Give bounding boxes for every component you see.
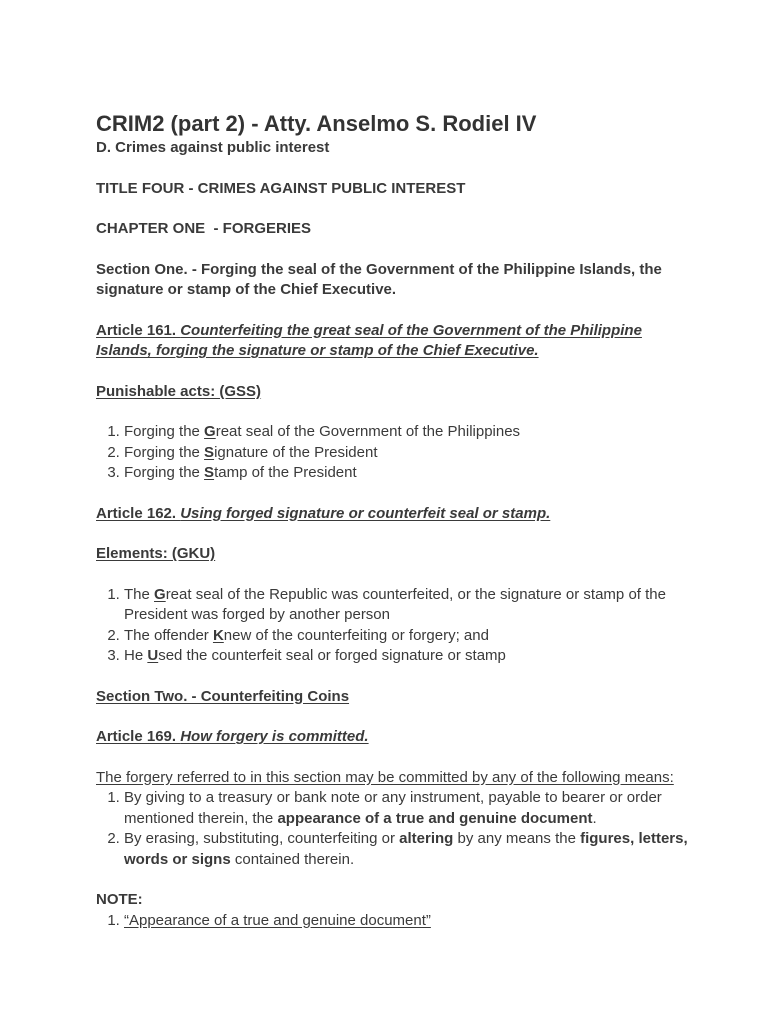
article-162-label: Article 162. [96, 504, 181, 522]
list-item: 1. By giving to a treasury or bank note or any instrument, payable to bearer or order mentioned therein, the appearance of a true and genuine document. [124, 788, 696, 829]
document-page [96, 110, 696, 931]
list-item: 2. Forging the Signature of the President [124, 443, 696, 464]
note-label: NOTE: [96, 891, 143, 908]
article-161-title: Counterfeiting the great seal of the Government of the Philippine Islands, forging the signature or stamp of the Chief Executive. [96, 321, 642, 359]
title-heading: TITLE FOUR - CRIMES AGAINST PUBLIC INTEREST [96, 179, 466, 197]
document-title: CRIM2 (part 2) - Atty. Anselmo S. Rodiel IV [96, 111, 537, 136]
note-list [96, 911, 696, 932]
article-169-title: How forgery is committed. [180, 728, 369, 745]
punishable-acts-list [96, 422, 696, 484]
article-162-heading [96, 504, 696, 525]
list-item: 2. The offender Knew of the counterfeiting or forgery; and [124, 626, 696, 647]
section-one-heading: Section One. - Forging the seal of the Government of the Philippine Islands, the signature or stamp of the Chief Executive. [96, 260, 662, 298]
article-169-heading [96, 727, 696, 748]
list-item: 1. The Great seal of the Republic was counterfeited, or the signature or stamp of the President was forged by another person [124, 585, 696, 626]
article-169-label: Article 169. [96, 728, 181, 745]
list-item: 2. By erasing, substituting, counterfeiting or altering by any means the figures, letters, words or signs contained therein. [124, 829, 696, 870]
article-161-heading [96, 321, 696, 362]
list-item: 1. Forging the Great seal of the Government of the Philippines [124, 422, 696, 443]
chapter-heading: CHAPTER ONE - FORGERIES [96, 220, 312, 237]
list-item: 3. He Used the counterfeit seal or forged signature or stamp [124, 646, 696, 667]
elements-label: Elements: (GKU) [96, 545, 216, 562]
forgery-means-list [96, 788, 696, 870]
article-162-title: Using forged signature or counterfeit seal or stamp. [180, 504, 551, 522]
elements-list [96, 585, 696, 667]
list-item: 3. Forging the Stamp of the President [124, 463, 696, 484]
document-subtitle: D. Crimes against public interest [96, 139, 330, 156]
punishable-acts-label: Punishable acts: (GSS) [96, 382, 262, 400]
section-two-heading: Section Two. - Counterfeiting Coins [96, 687, 350, 705]
forgery-intro: The forgery referred to in this section may be committed by any of the following means: [96, 768, 674, 786]
article-161-label: Article 161. [96, 321, 181, 339]
list-item: 1. “Appearance of a true and genuine document” [124, 911, 696, 932]
